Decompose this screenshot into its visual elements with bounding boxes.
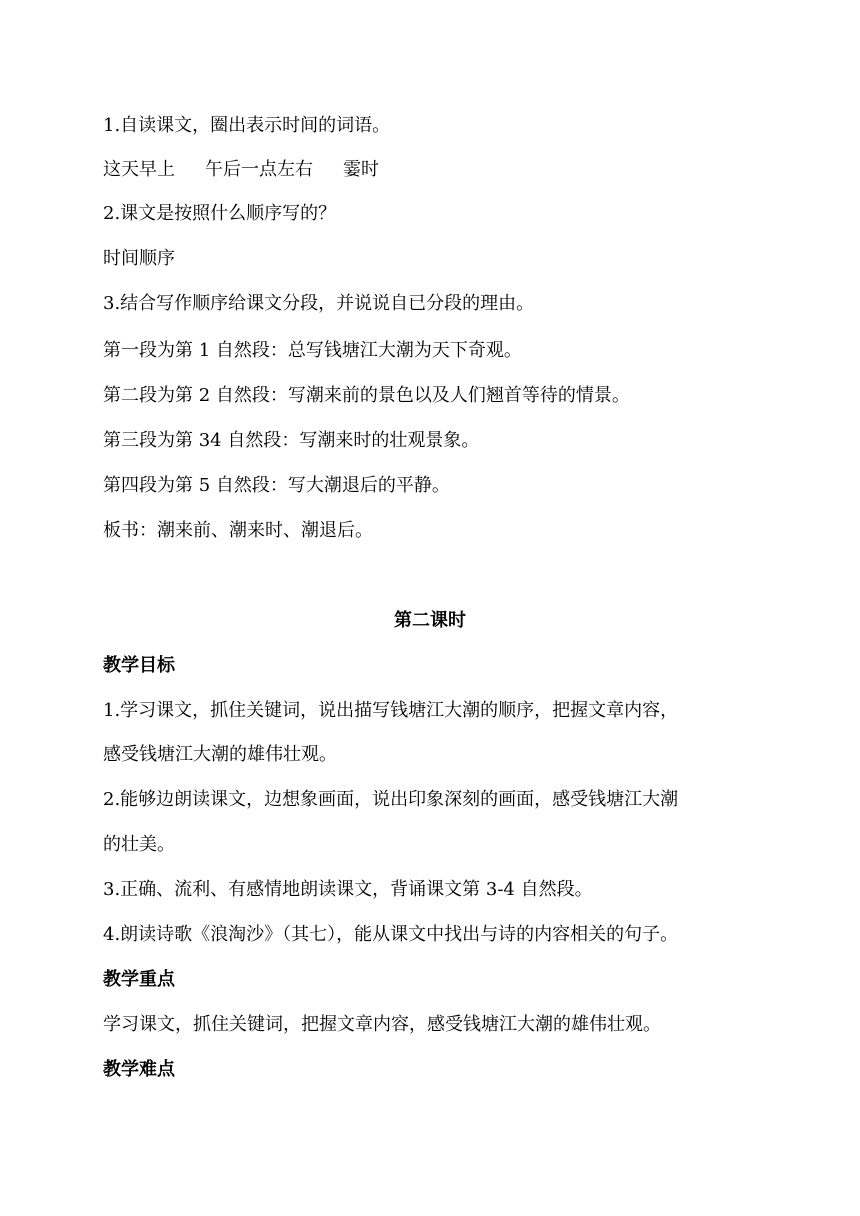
time-words-line	[103, 158, 379, 182]
goal-4: 4.朗读诗歌《浪淘沙》（其七），能从课文中找出与诗的内容相关的句子。	[103, 924, 679, 945]
paragraph-division: 第二段为第 2 自然段：写潮来前的景色以及人们翘首等待的情景。	[103, 385, 630, 406]
answer-2: 时间顺序	[103, 248, 175, 269]
goal-2-line-2: 的壮美。	[103, 834, 175, 855]
goal-2-line-1: 2.能够边朗读课文，边想象画面，说出印象深刻的画面，感受钱塘江大潮	[103, 789, 679, 810]
board-notes: 板书：潮来前、潮来时、潮退后。	[103, 520, 373, 541]
paragraph-division: 第三段为第 34 自然段：写潮来时的壮观景象。	[103, 430, 480, 451]
question-1: 1.自读课文，圈出表示时间的词语。	[103, 115, 391, 136]
section-heading-goals: 教学目标	[103, 655, 175, 676]
goal-1-line-1: 1.学习课文，抓住关键词，说出描写钱塘江大潮的顺序，把握文章内容，	[103, 700, 679, 721]
paragraph-division: 第一段为第 1 自然段：总写钱塘江大潮为天下奇观。	[103, 340, 522, 361]
goal-1-line-2: 感受钱塘江大潮的雄伟壮观。	[103, 744, 337, 765]
time-word: 午后一点左右	[205, 159, 313, 180]
time-word: 这天早上	[103, 159, 175, 180]
key-points-text: 学习课文，抓住关键词，把握文章内容，感受钱塘江大潮的雄伟壮观。	[103, 1014, 661, 1035]
time-word: 霎时	[343, 159, 379, 180]
goal-3: 3.正确、流利、有感情地朗读课文，背诵课文第 3-4 自然段。	[103, 879, 593, 900]
question-2: 2.课文是按照什么顺序写的？	[103, 203, 337, 224]
section-heading-difficulties: 教学难点	[103, 1059, 175, 1080]
question-3: 3.结合写作顺序给课文分段，并说说自已分段的理由。	[103, 293, 535, 314]
section-heading-key-points: 教学重点	[103, 969, 175, 990]
paragraph-division: 第四段为第 5 自然段：写大潮退后的平静。	[103, 475, 450, 496]
lesson-title: 第二课时	[394, 610, 466, 631]
